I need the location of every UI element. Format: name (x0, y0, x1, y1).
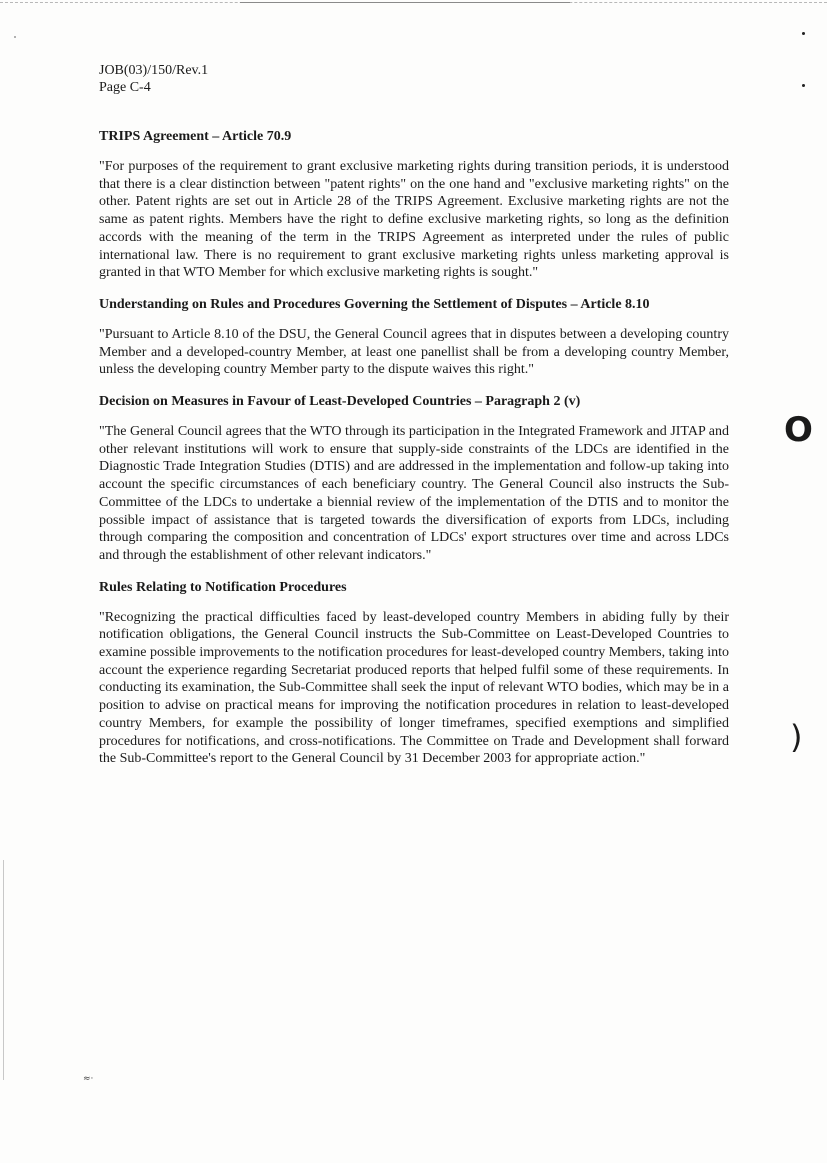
section (99, 579, 729, 768)
scan-speck: ≈· (83, 1074, 94, 1084)
punch-hole-mark: O (784, 410, 813, 450)
section-heading: Decision on Measures in Favour of Least-Developed Countries – Paragraph 2 (v) (99, 394, 581, 410)
section (99, 128, 729, 282)
document-header (99, 62, 208, 96)
document-body (99, 128, 729, 782)
section-paragraph: "Recognizing the practical difficulties faced by least-developed country Members in abiding fully by their notification obligations, the General Council instructs the Sub-Committee on Least-Developed Countries to examine possible improvements to the notification procedures for least-developed country Members, taking into account the experience regarding Secretariat produced reports that helped fulfil some of these requirements. In conducting its examination, the Sub-Committee shall seek the input of relevant WTO bodies, which may be in a position to advise on practical means for improving the notification procedures in relation to least-developed country Members, for example the possibility of longer timeframes, specified exemptions and simplified procedures for notifications, and cross-notifications. The Committee on Trade and Development shall forward the Sub-Committee's report to the General Council by 31 December 2003 for appropriate action." (99, 609, 729, 767)
scan-margin-line (3, 860, 4, 1080)
section (99, 393, 729, 565)
section-paragraph: "Pursuant to Article 8.10 of the DSU, the General Council agrees that in disputes between a developing country Member and a developed-country Member, at least one panellist shall be from a developing country Member, unless the developing country Member party to the dispute waives this right." (99, 326, 729, 378)
section-paragraph: "The General Council agrees that the WTO through its participation in the Integrated Framework and JITAP and other relevant institutions will work to ensure that supply-side constraints of the LDCs are identified in the Diagnostic Trade Integration Studies (DTIS) and are addressed in the implementation and follow-up taking into account the specific circumstances of each beneficiary country. The General Council also instructs the Sub-Committee of the LDCs to undertake a biennial review of the implementation of the DTIS and to monitor the possible impact of assistance that is targeted towards the diversification of exports from LDCs, including through comparing the composition and concentration of LDCs' export structures over time and across LDCs and through the establishment of other relevant indicators." (99, 424, 729, 563)
section-paragraph: "For purposes of the requirement to grant exclusive marketing rights during transition periods, it is understood that there is a clear distinction between "patent rights" on the one hand and "exclusive marketing rights" on the other. Patent rights are set out in Article 28 of the TRIPS Agreement. Exclusive marketing rights are not the same as patent rights. Members have the right to define exclusive marketing rights, so long as the definition accords with the meaning of the term in the TRIPS Agreement as interpreted under the rules of public international law. There is no requirement to grant exclusive marketing rights unless marketing approval is granted in that WTO Member for which exclusive marketing rights is sought." (99, 159, 729, 281)
section-heading: Rules Relating to Notification Procedures (99, 579, 347, 595)
document-reference: JOB(03)/150/Rev.1 (99, 63, 209, 78)
scan-dot (802, 84, 805, 87)
page-reference: Page C-4 (99, 80, 151, 95)
scan-dot (14, 36, 16, 38)
section-heading: Understanding on Rules and Procedures Governing the Settlement of Disputes – Article 8.10 (99, 296, 650, 312)
scan-edge-mark (240, 2, 570, 3)
section-heading: TRIPS Agreement – Article 70.9 (99, 129, 292, 144)
section (99, 296, 729, 379)
scan-dot (802, 32, 805, 35)
punch-hole-mark: ) (790, 718, 803, 756)
